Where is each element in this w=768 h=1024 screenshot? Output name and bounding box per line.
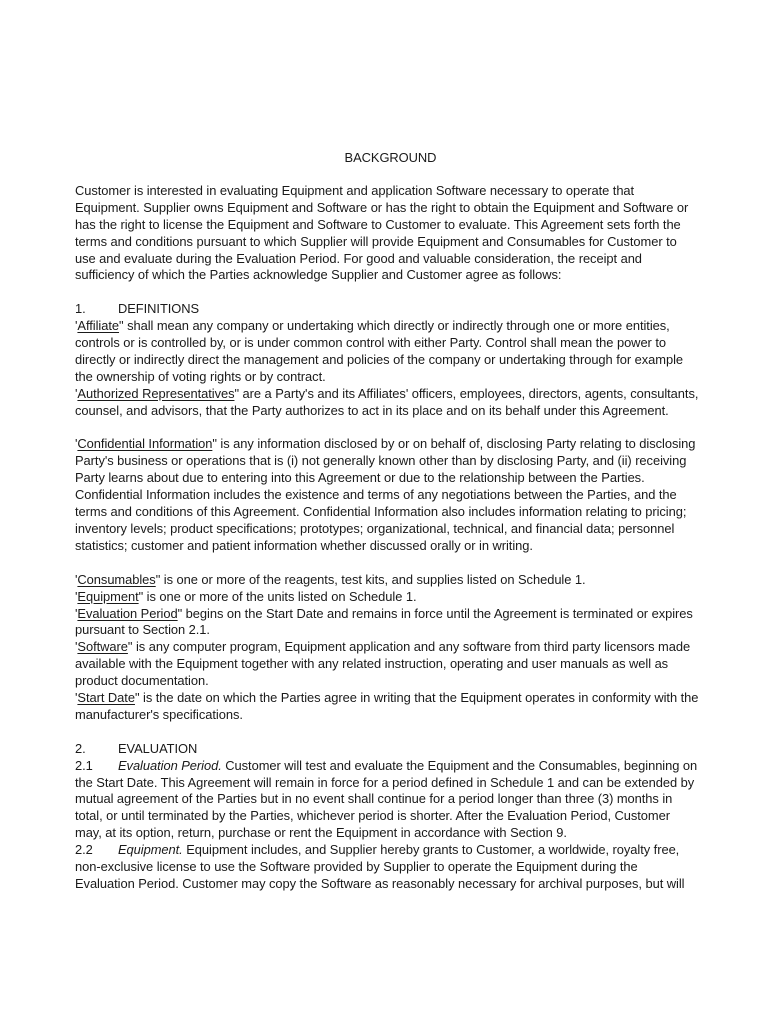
definition-equipment: 'Equipment" is one or more of the units listed on Schedule 1. bbox=[75, 588, 417, 604]
definition-software: 'Software" is any computer program, Equipment application and any software from third party licensors made available with the Equipment together with any related instruction, operating and user manuals as well as product documentation. bbox=[75, 639, 691, 689]
defined-term: Authorized Representatives bbox=[77, 385, 235, 401]
defined-term: Confidential Information bbox=[77, 436, 213, 452]
section-title: EVALUATION bbox=[118, 740, 198, 756]
defined-term: Equipment bbox=[77, 588, 139, 604]
clause-2-1: 2.1 Evaluation Period. Customer will test and evaluate the Equipment and the Consumables, beginning on the Start Date. This Agreement will remain in force for a period defined in Schedule 1 and can be extended by mutual agreement of the Parties but in no event shall continue for a period longer than three (3) months in total, or until terminated by the Parties, whichever period is shorter. After the Evaluation Period, Customer may, at its option, return, purchase or rent the Equipment in accordance with Section 9. bbox=[75, 757, 698, 841]
definition-confidential-information: 'Confidential Information" is any information disclosed by or on behalf of, disclosing Party relating to disclosing Party's business or operations that is (i) not generally known other than by disclosing Party, and (ii) receiving Party learns about due to entering into this Agreement or due to the relationship between the Parties. Confidential Information includes the existence and terms of any negotiations between the Parties, and the terms and conditions of this Agreement. Confidential Information also includes information relating to pricing; inventory levels; product specifications; prototypes; organizational, technical, and financial data; personnel statistics; customer and patient information whether discussed orally or in writing. bbox=[75, 436, 696, 553]
clause-number: 2.2 bbox=[75, 842, 93, 858]
spacer bbox=[75, 555, 700, 572]
background-heading: BACKGROUND bbox=[344, 150, 437, 165]
clause-2-2: 2.2 Equipment. Equipment includes, and Supplier hereby grants to Customer, a worldwide, royalty free, non-exclusive license to use the Software provided by Supplier to operate the Equipment during the Evaluation Period. Customer may copy the Software as reasonably necessary for archival purposes, but will bbox=[75, 842, 685, 891]
clause-heading: Equipment. bbox=[118, 842, 183, 858]
spacer bbox=[75, 724, 700, 741]
spacer bbox=[75, 420, 700, 437]
clause-heading: Evaluation Period. bbox=[118, 757, 222, 773]
clause-number: 2.1 bbox=[75, 757, 93, 773]
definition-authorized-representatives: 'Authorized Representatives" are a Party's and its Affiliates' officers, employees, directors, agents, consultants, counsel, and advisors, that the Party authorizes to act in its place and on its behalf under this Agreement. bbox=[75, 385, 699, 418]
spacer bbox=[75, 284, 700, 301]
background-paragraph: Customer is interested in evaluating Equipment and application Software necessary to operate that Equipment. Supplier owns Equipment and Software or has the right to obtain the Equipment and Software or has the right to license the Equipment and Software to Customer to evaluate. This Agreement sets forth the terms and conditions pursuant to which Supplier will provide Equipment and Consumables for Customer to use and evaluate during the Evaluation Period. For good and valuable consideration, the receipt and sufficiency of which the Parties acknowledge Supplier and Customer agree as follows: bbox=[75, 182, 689, 283]
section-title: DEFINITIONS bbox=[118, 301, 200, 317]
definition-start-date: 'Start Date" is the date on which the Parties agree in writing that the Equipment operates in conformity with the manufacturer's specifications. bbox=[75, 690, 699, 722]
defined-term: Evaluation Period bbox=[77, 605, 178, 621]
section-number: 1. bbox=[75, 301, 86, 317]
section-1-heading bbox=[75, 301, 700, 318]
section-number: 2. bbox=[75, 740, 86, 756]
definition-affiliate: 'Affiliate" shall mean any company or undertaking which directly or indirectly through one or more entities, controls or is controlled by, or is under common control with either Party. Control shall mean the power to directly or indirectly direct the management and policies of the company or undertaking through for example the ownership of voting rights or by contract. bbox=[75, 318, 684, 384]
defined-term: Start Date bbox=[77, 690, 135, 706]
defined-term: Affiliate bbox=[77, 318, 120, 334]
definition-consumables: 'Consumables" is one or more of the reagents, test kits, and supplies listed on Schedule 1. bbox=[75, 571, 586, 587]
section-2-heading bbox=[75, 741, 700, 758]
document-page bbox=[75, 150, 700, 893]
defined-term: Software bbox=[77, 639, 128, 655]
defined-term: Consumables bbox=[77, 571, 156, 587]
definition-evaluation-period: 'Evaluation Period" begins on the Start Date and remains in force until the Agreement is terminated or expires pursuant to Section 2.1. bbox=[75, 605, 693, 638]
